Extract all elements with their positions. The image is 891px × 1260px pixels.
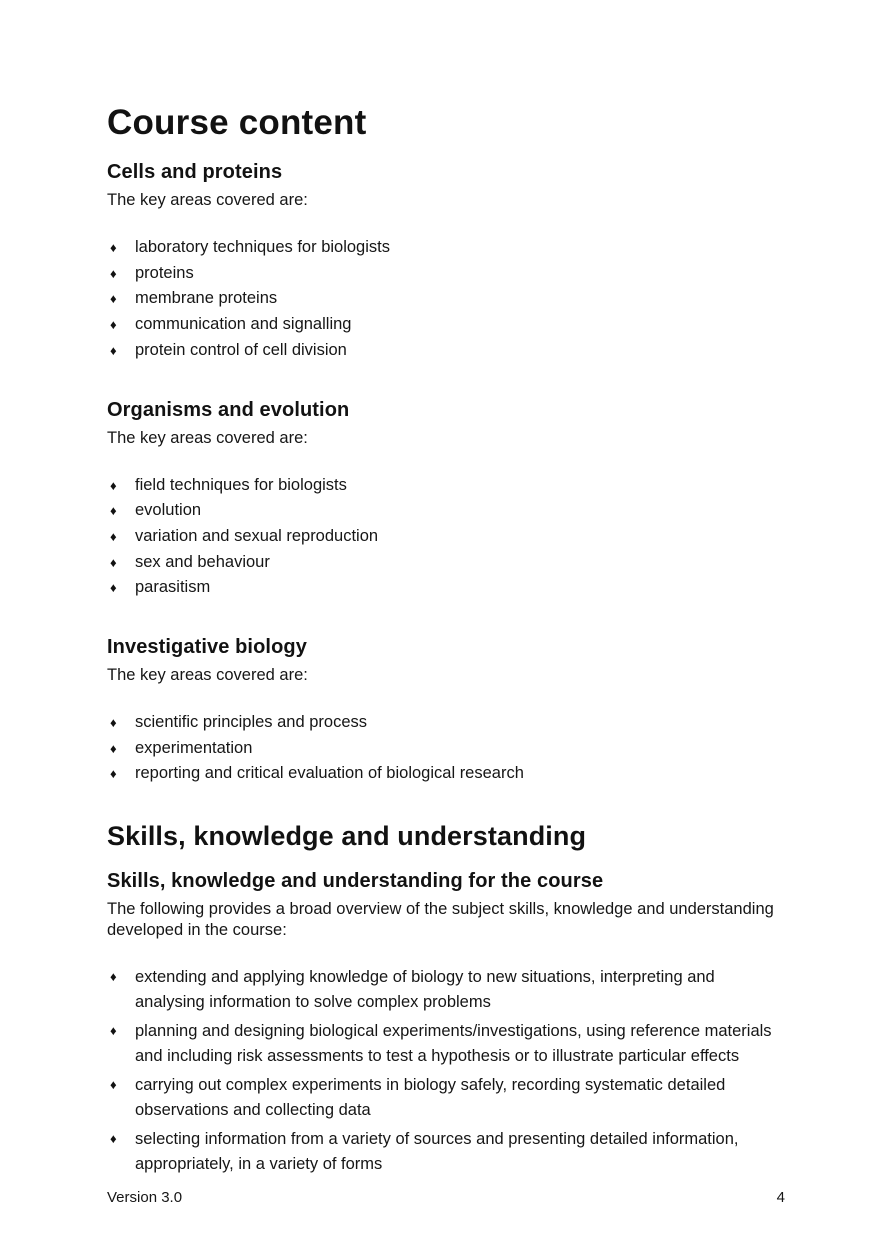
diamond-bullet-icon: ♦	[110, 342, 117, 358]
list-item	[107, 312, 785, 338]
skills-section-title: Skills, knowledge and understanding	[107, 821, 587, 852]
bullet-text: experimentation	[135, 738, 253, 757]
diamond-bullet-icon: ♦	[110, 317, 117, 333]
list-item	[107, 286, 785, 312]
footer-page-number: 4	[776, 1189, 785, 1206]
list-item	[107, 261, 785, 287]
section-heading-cells-and-proteins: Cells and proteins	[107, 161, 283, 183]
footer-version-label: Version 3.0	[107, 1189, 183, 1206]
diamond-bullet-icon: ♦	[110, 291, 117, 307]
page-footer	[107, 1189, 785, 1206]
diamond-bullet-icon: ♦	[110, 554, 117, 570]
section-intro: The key areas covered are:	[107, 191, 308, 209]
list-item	[107, 1127, 785, 1176]
diamond-bullet-icon: ♦	[110, 740, 117, 756]
diamond-bullet-icon: ♦	[110, 265, 117, 281]
bullet-text: sex and behaviour	[135, 552, 270, 571]
list-item	[107, 710, 785, 736]
list-item	[107, 1073, 785, 1122]
section-heading-investigative-biology: Investigative biology	[107, 636, 307, 659]
bullet-text: scientific principles and process	[135, 713, 368, 732]
section-intro: The key areas covered are:	[107, 666, 308, 685]
diamond-bullet-icon: ♦	[110, 969, 117, 985]
bullet-list-organisms-and-evolution	[107, 473, 785, 602]
bullet-text: membrane proteins	[135, 289, 278, 308]
bullet-text: selecting information from a variety of sources and presenting detailed information, appropriately, in a variety of forms	[135, 1130, 739, 1173]
list-item	[107, 1019, 785, 1068]
list-item	[107, 498, 785, 524]
diamond-bullet-icon: ♦	[110, 580, 117, 596]
page-title: Course content	[107, 103, 367, 142]
bullet-text: reporting and critical evaluation of biological research	[135, 764, 524, 783]
list-item	[107, 550, 785, 576]
bullet-text: evolution	[135, 501, 202, 520]
list-item	[107, 235, 785, 261]
section-heading-organisms-and-evolution: Organisms and evolution	[107, 398, 350, 421]
diamond-bullet-icon: ♦	[110, 766, 117, 782]
skills-subheading: Skills, knowledge and understanding for the course	[107, 870, 604, 893]
bullet-text: laboratory techniques for biologists	[135, 238, 390, 256]
diamond-bullet-icon: ♦	[110, 1023, 117, 1039]
bullet-text: carrying out complex experiments in biology safely, recording systematic detailed observations and collecting data	[135, 1076, 726, 1119]
diamond-bullet-icon: ♦	[110, 1131, 117, 1147]
diamond-bullet-icon: ♦	[110, 528, 117, 544]
bullet-list-skills	[107, 965, 785, 1176]
bullet-text: parasitism	[135, 578, 211, 597]
bullet-text: protein control of cell division	[135, 340, 347, 359]
bullet-list-investigative-biology	[107, 710, 785, 787]
diamond-bullet-icon: ♦	[110, 1077, 117, 1093]
skills-intro: The following provides a broad overview of the subject skills, knowledge and understanding developed in the course:	[107, 900, 774, 940]
bullet-text: field techniques for biologists	[135, 475, 347, 494]
bullet-text: planning and designing biological experiments/investigations, using reference materials and including risk assessments to test a hypothesis or to illustrate particular effects	[135, 1022, 772, 1065]
list-item	[107, 338, 785, 364]
bullet-text: variation and sexual reproduction	[135, 526, 379, 545]
diamond-bullet-icon: ♦	[110, 240, 117, 255]
diamond-bullet-icon: ♦	[110, 715, 117, 731]
list-item	[107, 736, 785, 762]
list-item	[107, 524, 785, 550]
list-item	[107, 965, 785, 1014]
list-item	[107, 473, 785, 499]
list-item	[107, 761, 785, 787]
diamond-bullet-icon: ♦	[110, 503, 117, 519]
diamond-bullet-icon: ♦	[110, 477, 117, 493]
bullet-text: extending and applying knowledge of biology to new situations, interpreting and analysing information to solve complex problems	[135, 968, 715, 1011]
bullet-list-cells-and-proteins	[107, 235, 785, 364]
section-intro: The key areas covered are:	[107, 428, 308, 447]
bullet-text: communication and signalling	[135, 315, 352, 334]
bullet-text: proteins	[135, 263, 194, 282]
list-item	[107, 575, 785, 601]
